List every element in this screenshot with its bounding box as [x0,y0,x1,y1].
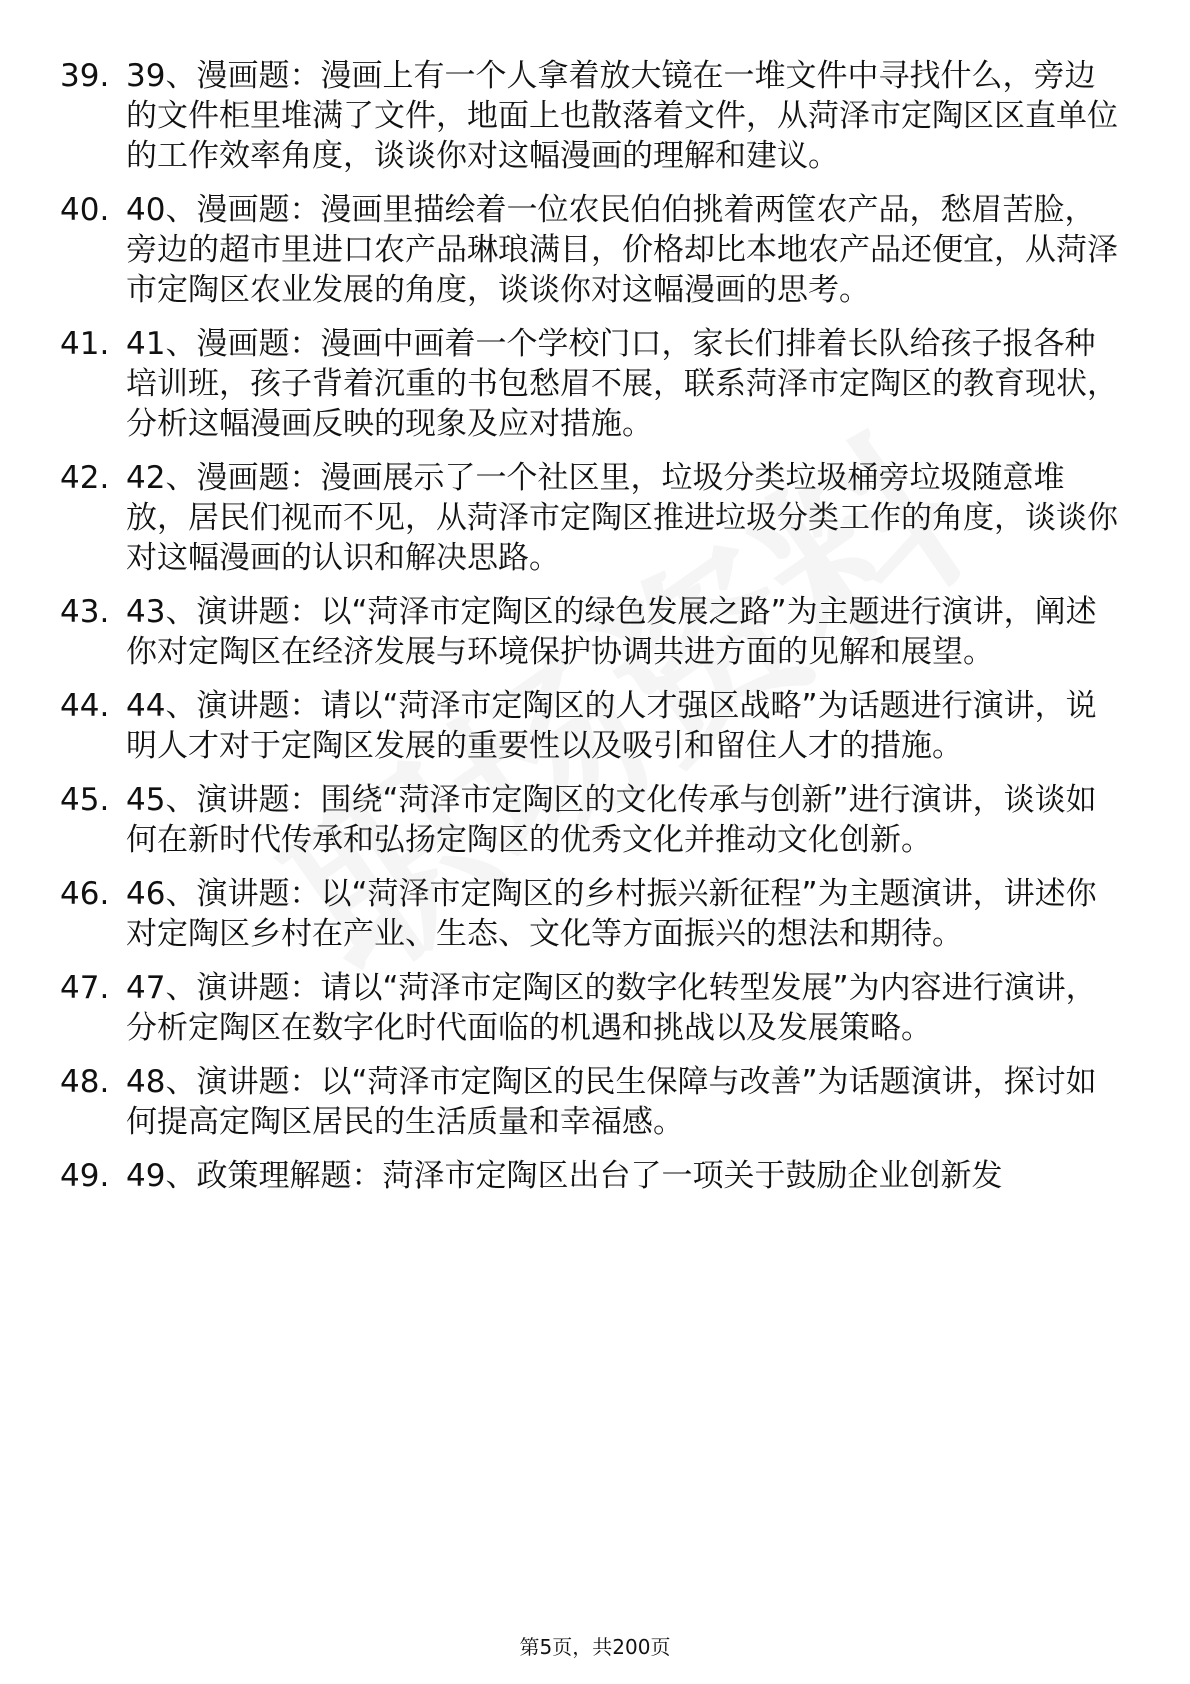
question-text: 48、演讲题：以“菏泽市定陶区的民生保障与改善”为话题演讲，探讨如何提高定陶区居民的生活质量和幸福感。 [126,1064,1097,1140]
list-item [60,780,1120,860]
question-text: 40、漫画题：漫画里描绘着一位农民伯伯挑着两筐农产品，愁眉苦脸，旁边的超市里进口农产品琳琅满目，价格却比本地农产品还便宜，从菏泽市定陶区农业发展的角度，谈谈你对这幅漫画的思考。 [126,192,1118,308]
question-text: 41、漫画题：漫画中画着一个学校门口，家长们排着长队给孩子报各种培训班，孩子背着沉重的书包愁眉不展，联系菏泽市定陶区的教育现状，分析这幅漫画反映的现象及应对措施。 [126,326,1118,442]
question-number: 41. [60,326,110,362]
question-number: 39. [60,58,110,94]
question-number: 48. [60,1064,110,1100]
question-number: 47. [60,970,110,1006]
list-item [60,1062,1120,1142]
list-item [60,324,1120,444]
question-text: 43、演讲题：以“菏泽市定陶区的绿色发展之路”为主题进行演讲，阐述你对定陶区在经济发展与环境保护协调共进方面的见解和展望。 [126,594,1097,670]
question-text: 42、漫画题：漫画展示了一个社区里，垃圾分类垃圾桶旁垃圾随意堆放，居民们视而不见，从菏泽市定陶区推进垃圾分类工作的角度，谈谈你对这幅漫画的认识和解决思路。 [126,460,1118,576]
list-item [60,874,1120,954]
page-footer: 第5页，共200页 [519,1635,671,1659]
list-item [60,56,1120,176]
question-number: 46. [60,876,110,912]
question-text: 39、漫画题：漫画上有一个人拿着放大镜在一堆文件中寻找什么，旁边的文件柜里堆满了文件，地面上也散落着文件，从菏泽市定陶区区直单位的工作效率角度，谈谈你对这幅漫画的理解和建议。 [126,58,1118,174]
question-text: 47、演讲题：请以“菏泽市定陶区的数字化转型发展”为内容进行演讲，分析定陶区在数字化时代面临的机遇和挑战以及发展策略。 [126,970,1097,1046]
list-item [60,592,1120,672]
question-list [60,56,1120,1210]
question-text: 46、演讲题：以“菏泽市定陶区的乡村振兴新征程”为主题演讲，讲述你对定陶区乡村在产业、生态、文化等方面振兴的想法和期待。 [126,876,1097,952]
question-number: 49. [60,1158,110,1194]
list-item [60,458,1120,578]
list-item [60,686,1120,766]
question-text: 44、演讲题：请以“菏泽市定陶区的人才强区战略”为话题进行演讲，说明人才对于定陶区发展的重要性以及吸引和留住人才的措施。 [126,688,1097,764]
question-number: 45. [60,782,110,818]
question-text: 45、演讲题：围绕“菏泽市定陶区的文化传承与创新”进行演讲，谈谈如何在新时代传承和弘扬定陶区的优秀文化并推动文化创新。 [126,782,1097,858]
question-text: 49、政策理解题：菏泽市定陶区出台了一项关于鼓励企业创新发 [126,1158,1003,1194]
question-number: 42. [60,460,110,496]
list-item [60,1156,1120,1196]
question-number: 44. [60,688,110,724]
question-number: 43. [60,594,110,630]
question-number: 40. [60,192,110,228]
list-item [60,190,1120,310]
list-item [60,968,1120,1048]
